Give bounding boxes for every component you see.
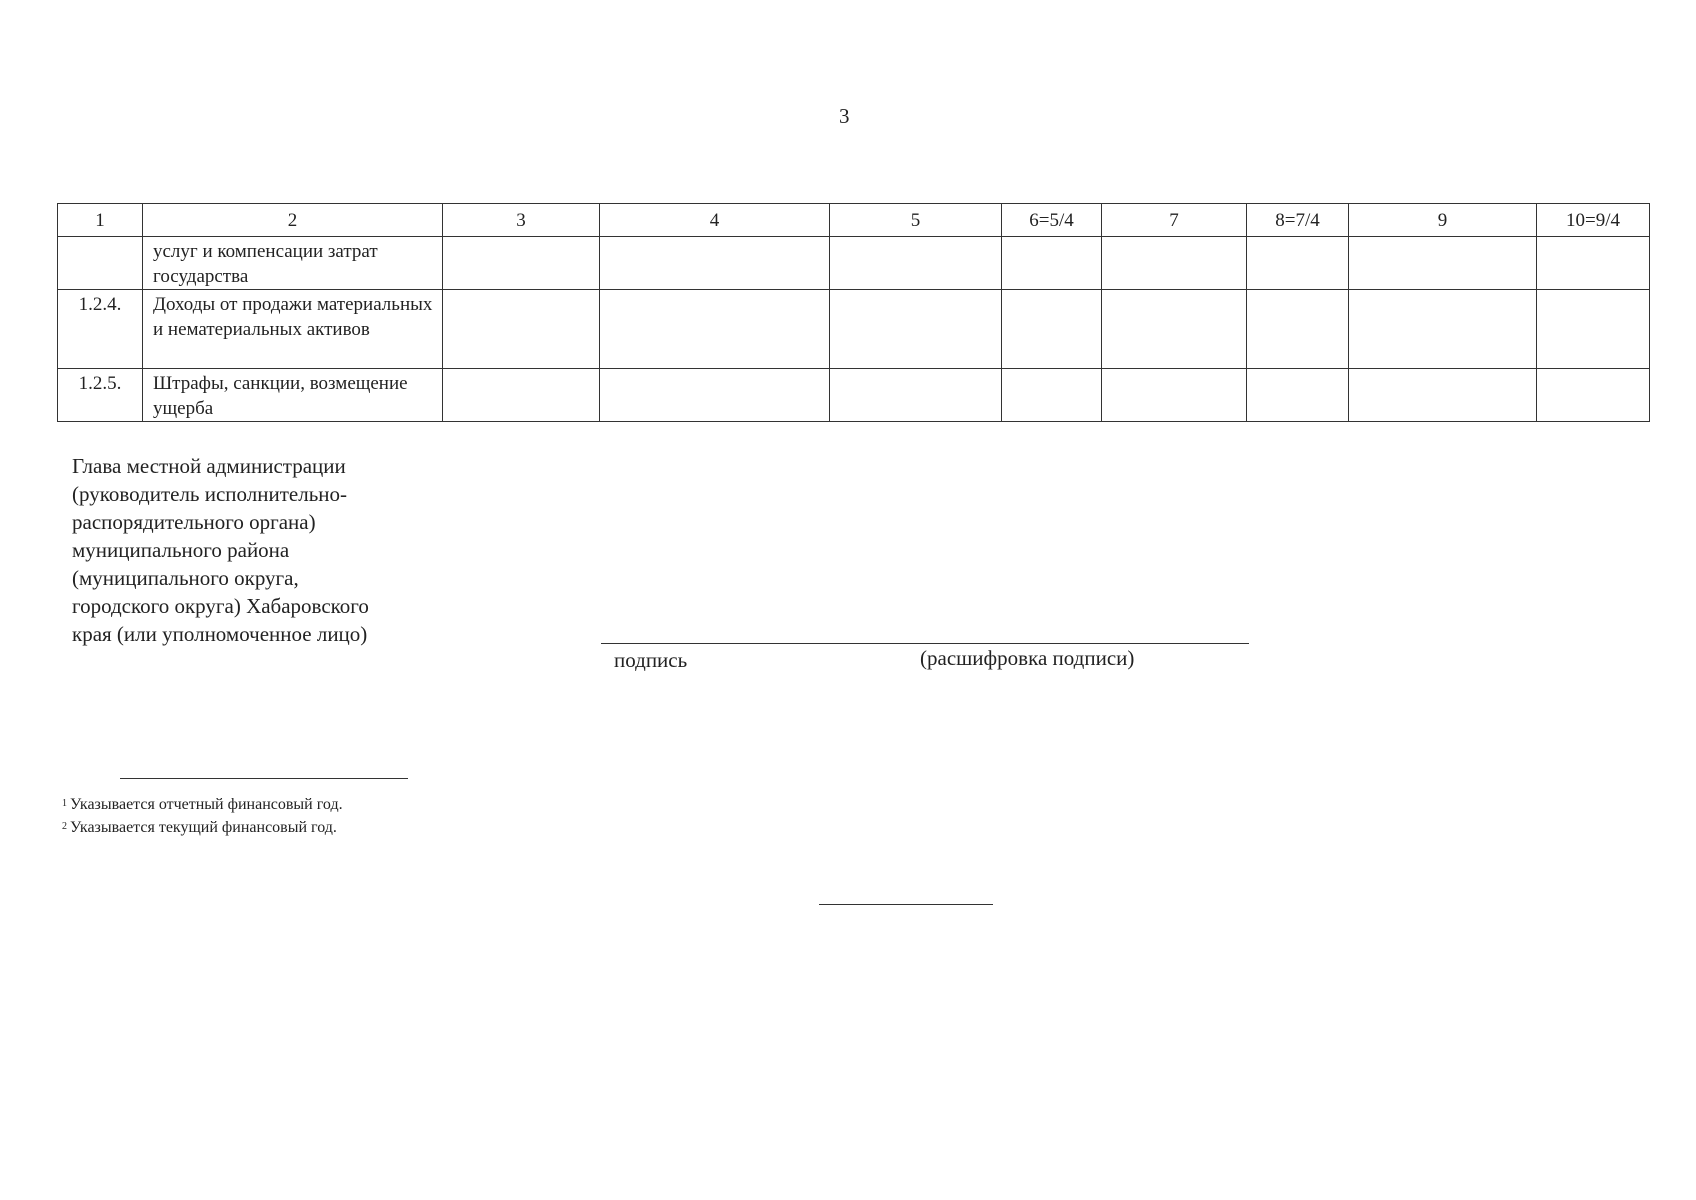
table-cell [1102,369,1247,422]
footnote-mark: 1 [62,798,67,809]
signature-decode-caption: (расшифровка подписи) [920,646,1135,670]
table-cell [443,369,600,422]
table-cell [1349,237,1537,290]
table-cell [443,237,600,290]
table-cell [1349,369,1537,422]
column-header: 10=9/4 [1537,204,1650,237]
table-cell [1537,237,1650,290]
table-cell [1102,290,1247,369]
table-cell [600,237,830,290]
signer-title-line: (руководитель исполнительно- [72,482,348,506]
signature-line [601,643,1249,644]
column-header: 5 [830,204,1002,237]
table-row [58,369,1650,422]
table-cell [1349,290,1537,369]
table-cell [1537,369,1650,422]
footnote [62,816,343,839]
table-row [58,290,1650,369]
row-label: Штрафы, санкции, возмещение ущерба [143,369,443,422]
table-cell [830,237,1002,290]
table-cell [600,290,830,369]
row-code: 1.2.5. [58,369,143,422]
column-header: 3 [443,204,600,237]
column-header: 4 [600,204,830,237]
column-header: 2 [143,204,443,237]
page-number: 3 [839,104,850,128]
table-cell [830,290,1002,369]
signer-title-line: городского округа) Хабаровского [72,594,369,618]
footnotes [62,793,343,839]
footnote-text: Указывается текущий финансовый год. [70,819,337,836]
row-label: Доходы от продажи материальных и нематериальных активов [143,290,443,369]
signer-title-line: муниципального района [72,538,290,562]
column-header: 1 [58,204,143,237]
table-cell [1537,290,1650,369]
report-table [57,203,1650,422]
table-cell [1002,290,1102,369]
table-cell [443,290,600,369]
footnote-mark: 2 [62,821,67,832]
table-cell [1247,290,1349,369]
column-header: 6=5/4 [1002,204,1102,237]
column-header: 7 [1102,204,1247,237]
row-code [58,237,143,290]
signature-caption: подпись [614,648,688,672]
table-cell [1102,237,1247,290]
table-cell [1247,369,1349,422]
table-header-row [58,204,1650,237]
row-label: услуг и компенсации затрат государства [143,237,443,290]
column-header: 8=7/4 [1247,204,1349,237]
table-cell [830,369,1002,422]
signer-title-line: Глава местной администрации [72,454,346,478]
footnote [62,793,343,816]
table-cell [600,369,830,422]
table-cell [1002,369,1102,422]
signer-title-line: распорядительного органа) [72,510,316,534]
column-header: 9 [1349,204,1537,237]
signer-title [72,452,452,648]
row-code: 1.2.4. [58,290,143,369]
table-cell [1002,237,1102,290]
signer-title-line: края (или уполномоченное лицо) [72,622,368,646]
end-of-document-line [819,904,993,905]
signer-title-line: (муниципального округа, [72,566,299,590]
table-row [58,237,1650,290]
footnote-text: Указывается отчетный финансовый год. [70,796,343,813]
footnote-separator [120,778,408,779]
table-cell [1247,237,1349,290]
